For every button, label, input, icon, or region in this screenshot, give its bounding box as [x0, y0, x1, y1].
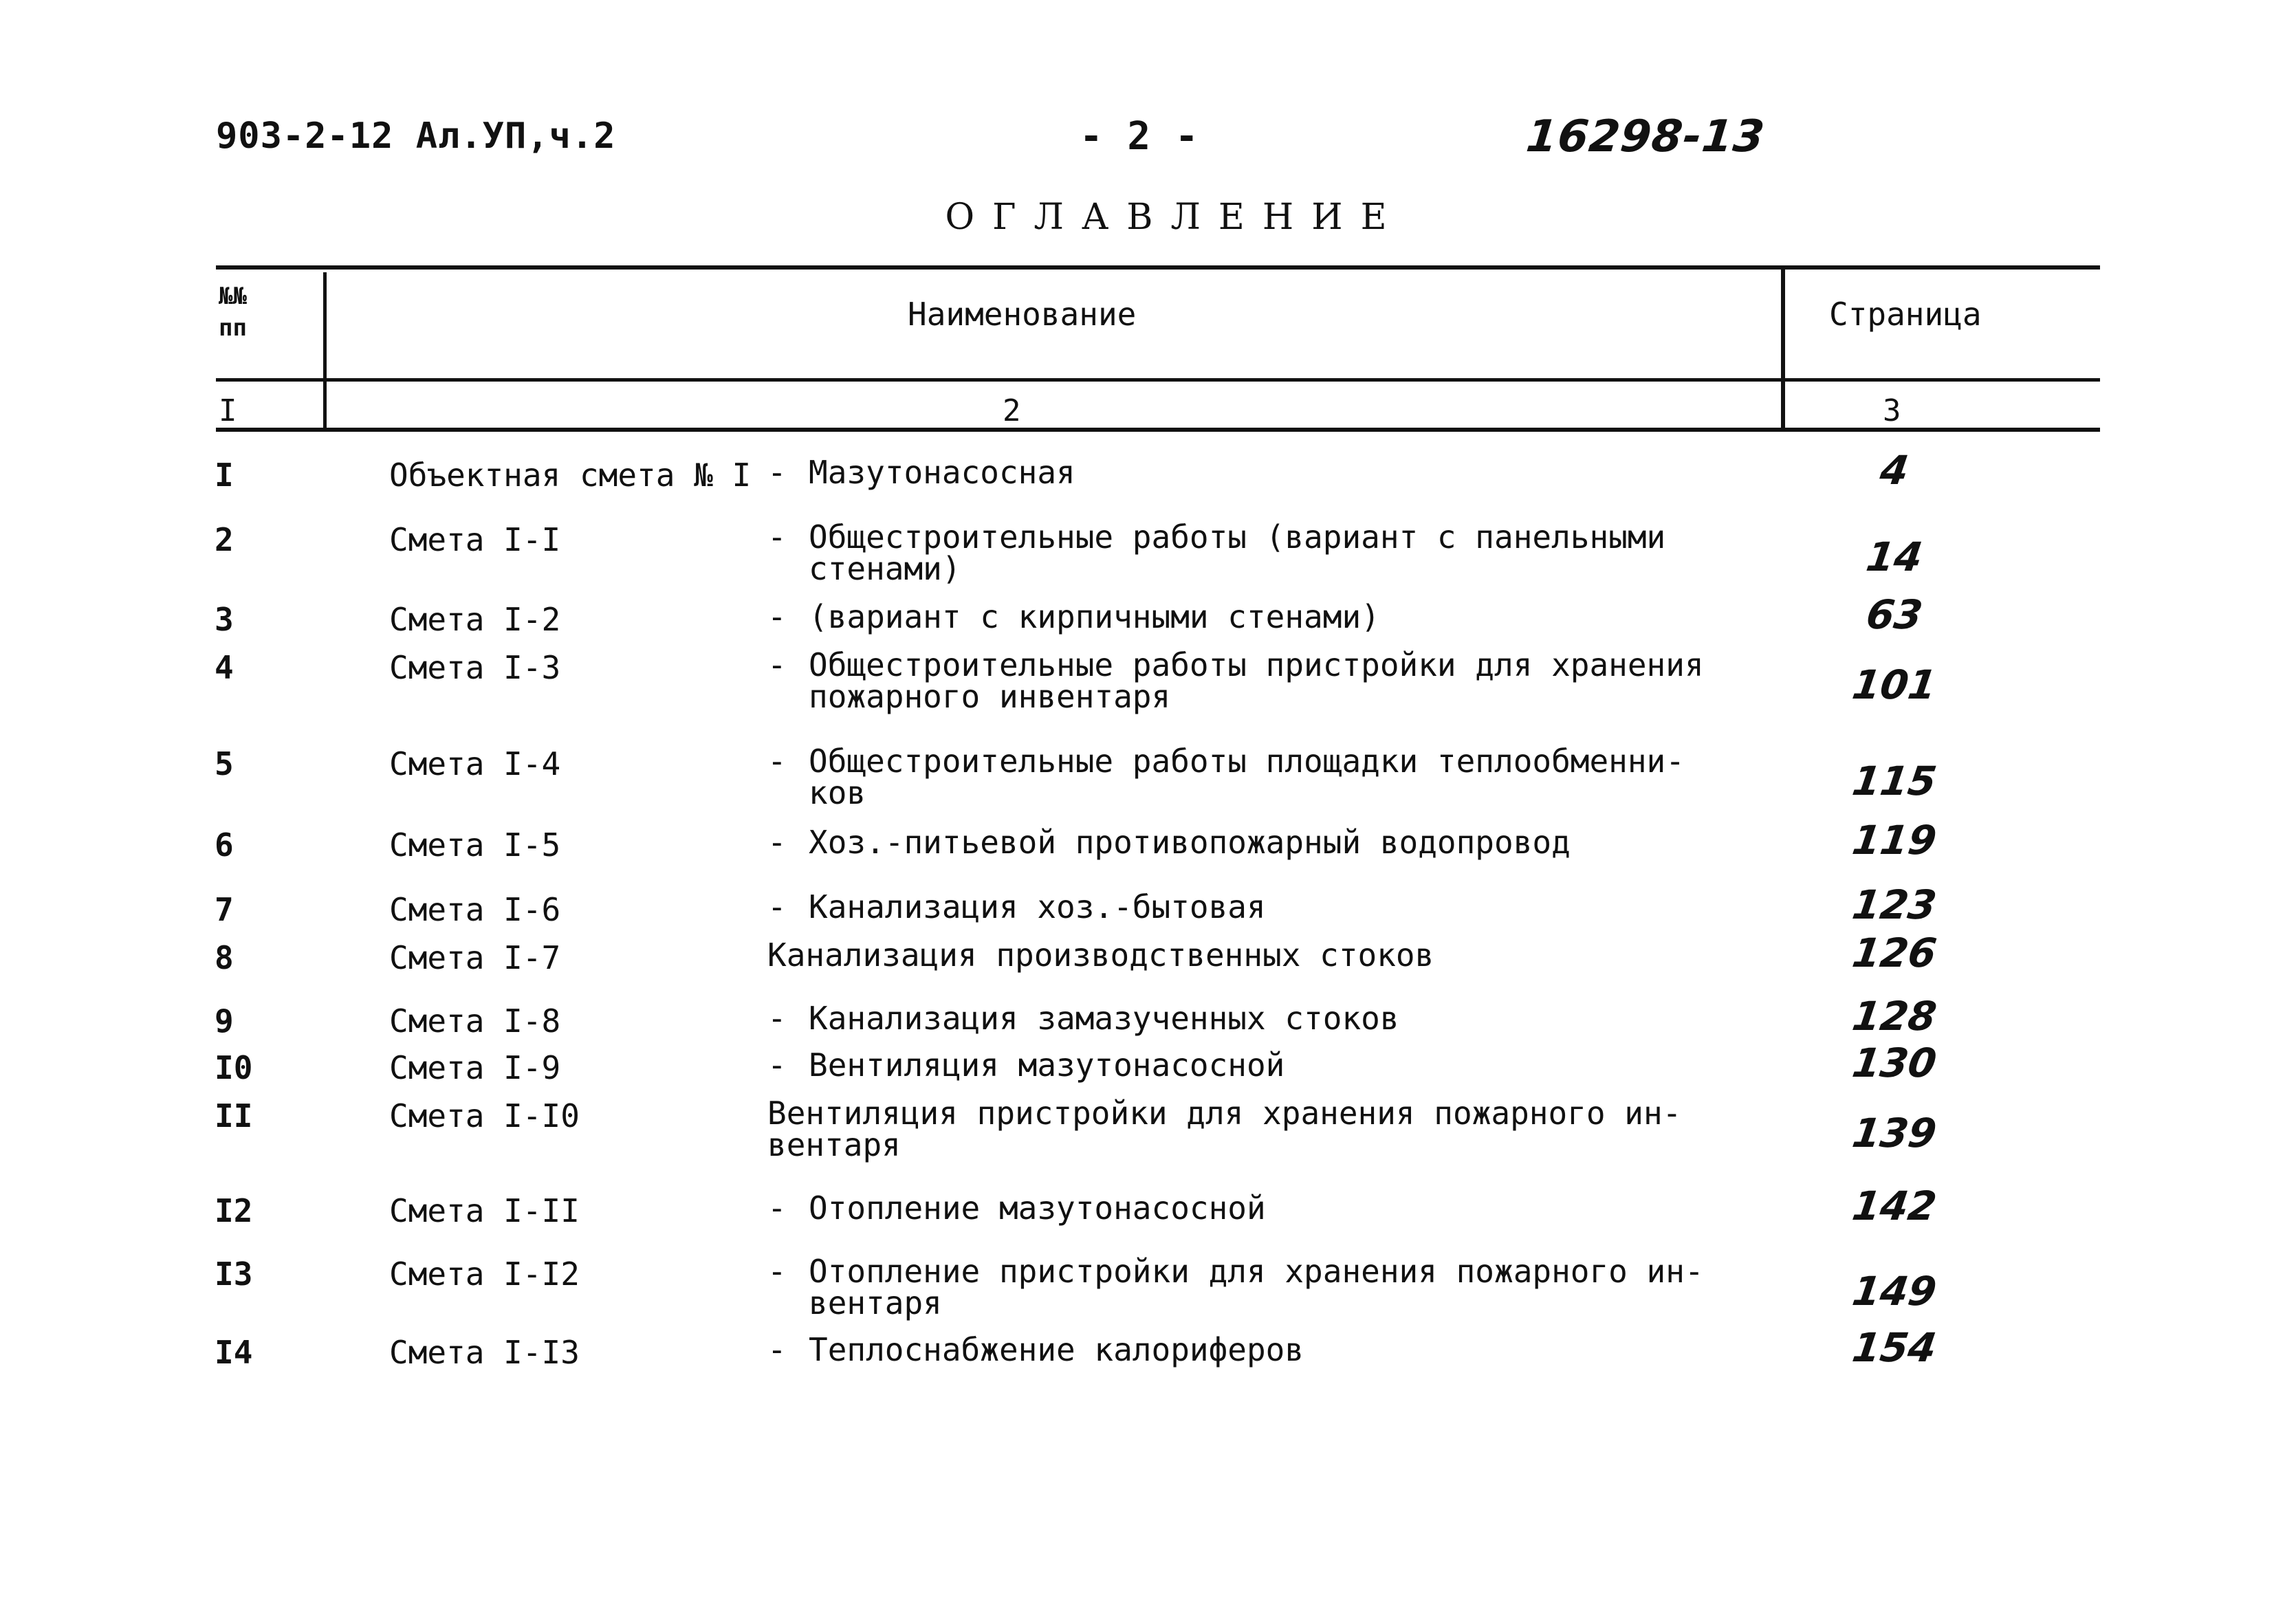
row-estimate-ref: Смета I-I: [389, 521, 561, 558]
row-description: [767, 646, 1730, 715]
column-number-3: 3: [1883, 393, 1901, 428]
row-description-text: Вентиляция мазутонасосной: [809, 1046, 1285, 1084]
row-description-continuation: ков: [809, 774, 866, 811]
row-page-number: 123: [1849, 881, 1940, 928]
row-description: [767, 1255, 1730, 1319]
row-page-number: 130: [1849, 1040, 1940, 1086]
column-number-1: I: [219, 393, 237, 428]
row-page-number: 154: [1849, 1324, 1940, 1371]
row-description: [767, 936, 1730, 974]
row-number: 5: [215, 745, 234, 782]
row-description: [767, 454, 1730, 491]
inventory-number: 16298-13: [1524, 111, 1768, 162]
row-estimate-ref: Смета I-I3: [389, 1334, 580, 1371]
row-description-continuation: стенами): [809, 550, 961, 587]
row-dash: -: [767, 598, 787, 635]
row-page-number: 14: [1863, 534, 1926, 580]
column-header-number: №№ пп: [219, 283, 247, 342]
row-description-text: Теплоснабжение калориферов: [809, 1331, 1304, 1368]
row-description-text: Мазутонасосная: [809, 454, 1075, 491]
row-estimate-ref: Смета I-9: [389, 1049, 561, 1086]
row-dash: -: [767, 743, 787, 780]
row-number: 8: [215, 939, 234, 976]
row-number: 3: [215, 601, 234, 638]
row-description-text: Общестроительные работы (вариант с панельными: [809, 518, 1666, 556]
row-dash: -: [767, 646, 787, 683]
column-header-name: Наименование: [908, 296, 1137, 333]
column-header-page: Страница: [1829, 296, 1982, 333]
row-number: I2: [215, 1192, 253, 1229]
row-dash: -: [767, 1046, 787, 1084]
row-description: [767, 518, 1730, 587]
row-dash: -: [767, 454, 787, 491]
row-number: 7: [215, 891, 234, 928]
row-description-text: Канализация замазученных стоков: [809, 1000, 1399, 1037]
row-page-number: 119: [1849, 817, 1940, 864]
table-top-rule: [216, 265, 2100, 270]
row-page-number: 115: [1849, 758, 1940, 804]
row-description: [767, 824, 1730, 861]
row-number: I3: [215, 1255, 253, 1293]
row-page-number: 4: [1877, 447, 1912, 494]
column-divider-2: [1781, 265, 1785, 430]
row-dash: -: [767, 1000, 787, 1037]
column-divider-1: [323, 272, 327, 430]
row-description: [767, 745, 1730, 809]
page-number: - 2 -: [1080, 114, 1199, 159]
header-bottom-rule: [216, 378, 2100, 382]
row-description-text: Канализация производственных стоков: [767, 936, 1434, 974]
row-page-number: 101: [1849, 661, 1940, 708]
row-estimate-ref: Смета I-I2: [389, 1255, 580, 1293]
row-dash: -: [767, 1331, 787, 1368]
row-estimate-ref: Смета I-II: [389, 1192, 580, 1229]
document-code: 903-2-12 Ал.УП,ч.2: [216, 116, 616, 157]
row-page-number: 126: [1849, 930, 1940, 976]
row-description-text: Общестроительные работы пристройки для хранения: [809, 646, 1704, 683]
row-number: 2: [215, 521, 234, 558]
row-page-number: 142: [1849, 1183, 1940, 1229]
row-dash: -: [767, 1253, 787, 1290]
row-number: 6: [215, 826, 234, 864]
row-number: I0: [215, 1049, 253, 1086]
row-dash: -: [767, 518, 787, 556]
row-dash: -: [767, 1189, 787, 1227]
row-description: [767, 1097, 1730, 1161]
row-number: II: [215, 1097, 253, 1134]
row-description: [767, 1331, 1730, 1368]
row-number: 9: [215, 1002, 234, 1040]
row-number: 4: [215, 649, 234, 686]
column-number-2: 2: [1003, 393, 1021, 428]
row-description-text: Отопление пристройки для хранения пожарного ин-: [809, 1253, 1704, 1290]
row-description-continuation: вентаря: [767, 1126, 901, 1163]
row-dash: -: [767, 888, 787, 925]
row-page-number: 149: [1849, 1268, 1940, 1315]
row-description: [767, 598, 1730, 635]
row-dash: -: [767, 824, 787, 861]
row-number: I: [215, 457, 234, 494]
row-description-continuation: вентаря: [809, 1284, 942, 1321]
row-description: [767, 1000, 1730, 1037]
row-description-text: Канализация хоз.-бытовая: [809, 888, 1266, 925]
row-description-text: Общестроительные работы площадки теплообменни-: [809, 743, 1685, 780]
row-description-text: Вентиляция пристройки для хранения пожарного ин-: [767, 1095, 1682, 1132]
row-estimate-ref: Объектная смета № I: [389, 457, 752, 494]
row-description: [767, 888, 1730, 925]
column-numbers-rule: [216, 428, 2100, 432]
row-estimate-ref: Смета I-4: [389, 745, 561, 782]
row-estimate-ref: Смета I-I0: [389, 1097, 580, 1134]
row-description-text: Хоз.-питьевой противопожарный водопровод: [809, 824, 1571, 861]
row-estimate-ref: Смета I-7: [389, 939, 561, 976]
row-description: [767, 1189, 1730, 1227]
row-estimate-ref: Смета I-8: [389, 1002, 561, 1040]
row-description-text: Отопление мазутонасосной: [809, 1189, 1266, 1227]
row-page-number: 139: [1849, 1110, 1940, 1156]
row-number: I4: [215, 1334, 253, 1371]
row-description: [767, 1046, 1730, 1084]
row-page-number: 63: [1863, 591, 1926, 638]
row-estimate-ref: Смета I-3: [389, 649, 561, 686]
row-estimate-ref: Смета I-2: [389, 601, 561, 638]
row-estimate-ref: Смета I-6: [389, 891, 561, 928]
row-page-number: 128: [1849, 993, 1940, 1040]
row-description-continuation: пожарного инвентаря: [809, 678, 1171, 715]
row-estimate-ref: Смета I-5: [389, 826, 561, 864]
page-title: ОГЛАВЛЕНИЕ: [945, 197, 1405, 238]
row-description-text: (вариант с кирпичными стенами): [809, 598, 1380, 635]
